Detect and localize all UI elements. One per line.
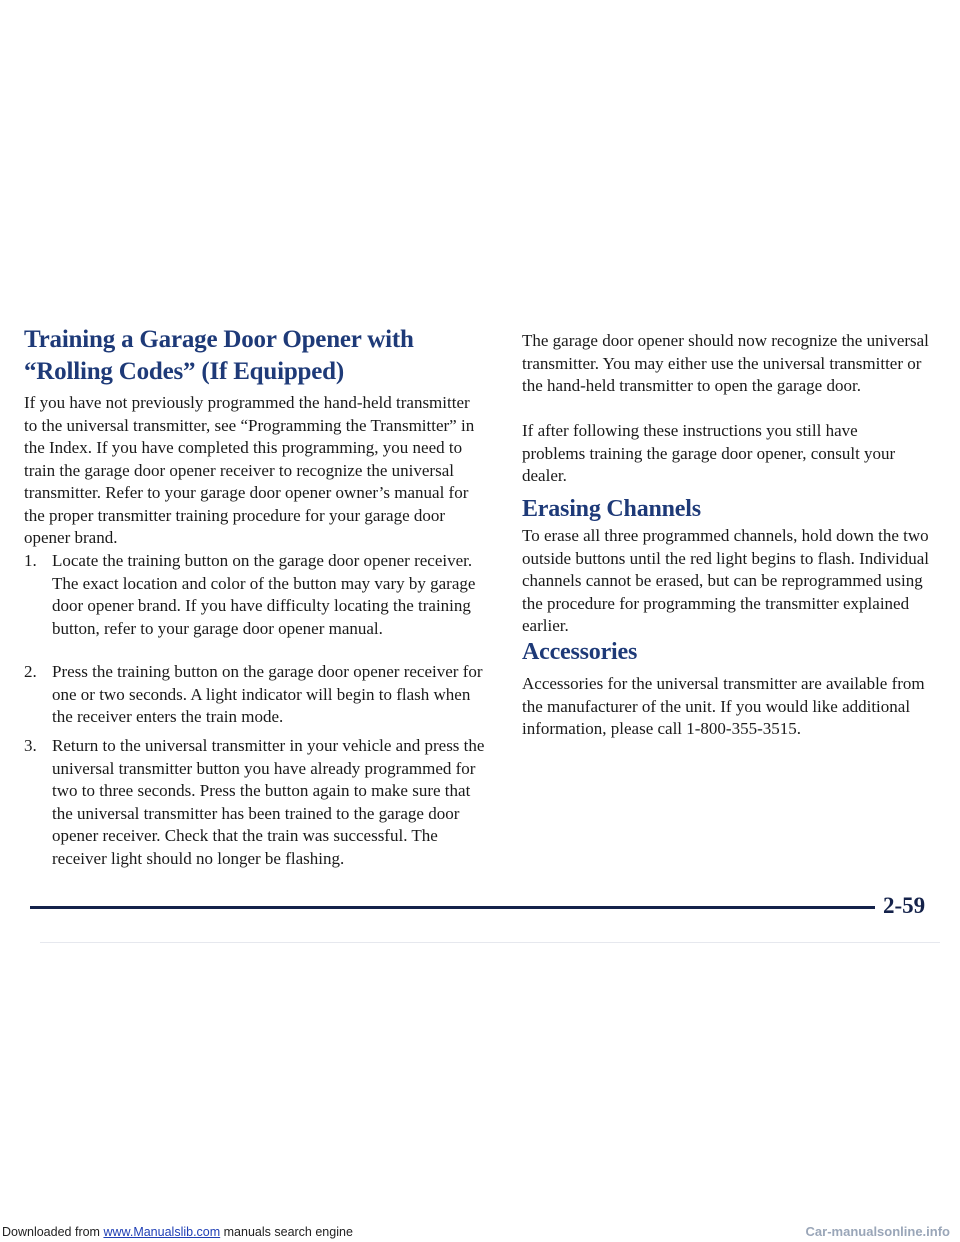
step-number: 3.: [24, 736, 37, 755]
heading-line-1: Training a Garage Door Opener with: [24, 326, 414, 353]
footer-suffix: manuals search engine: [220, 1225, 353, 1239]
section-heading-training: [24, 324, 494, 388]
footer-prefix: Downloaded from: [2, 1225, 104, 1239]
footer: [0, 1224, 960, 1242]
step-number: 2.: [24, 662, 37, 681]
accessories-paragraph: Accessories for the universal transmitter are available from the manufacturer of the unit. If you would like additional information, please call 1-800-355-3515.: [522, 674, 925, 738]
watermark-text: Car-manualsonline.info: [805, 1224, 950, 1239]
recognize-paragraph: The garage door opener should now recognize the universal transmitter. You may either use the universal transmitter or the hand-held transmitter to open the garage door.: [522, 331, 929, 395]
erasing-paragraph: To erase all three programmed channels, hold down the two outside buttons until the red light begins to flash. Individual channels cannot be erased, but can be reprogrammed using the procedure for programming the transmitter explained earlier.: [522, 526, 930, 635]
intro-paragraph: If you have not previously programmed the hand-held transmitter to the universal transmitter, see “Programming the Transmitter” in the Index. If you have completed this programming, you need to train the garage door opener receiver to recognize the universal transmitter. Refer to your garage door opener owner’s manual for the proper transmitter training procedure for your garage door opener brand.: [24, 393, 475, 547]
faint-divider: [40, 942, 940, 943]
page-rule: [30, 906, 875, 909]
manualslib-link[interactable]: www.Manualslib.com: [103, 1225, 221, 1239]
consult-dealer-paragraph: If after following these instructions you still have problems training the garage door opener, consult your dealer.: [522, 421, 896, 485]
step-text: Locate the training button on the garage door opener receiver. The exact location and color of the button may vary by garage door opener brand. If you have difficulty locating the training button, refer to your garage door opener manual.: [52, 551, 476, 638]
section-heading-accessories: Accessories: [522, 639, 638, 665]
section-heading-erasing: Erasing Channels: [522, 496, 701, 522]
step-text: Press the training button on the garage door opener receiver for one or two seconds. A light indicator will begin to flash when the receiver enters the train mode.: [52, 662, 483, 726]
heading-line-2: “Rolling Codes” (If Equipped): [24, 358, 344, 385]
footer-download-note: [2, 1223, 353, 1241]
step-number: 1.: [24, 551, 37, 570]
step-text: Return to the universal transmitter in your vehicle and press the universal transmitter button you have already programmed for two to three seconds. Press the button again to make sure that the universal transmitter has been trained to the garage door opener receiver. Check that the train was successful. The receiver light should no longer be flashing.: [52, 736, 485, 868]
page-number: 2-59: [883, 893, 926, 918]
